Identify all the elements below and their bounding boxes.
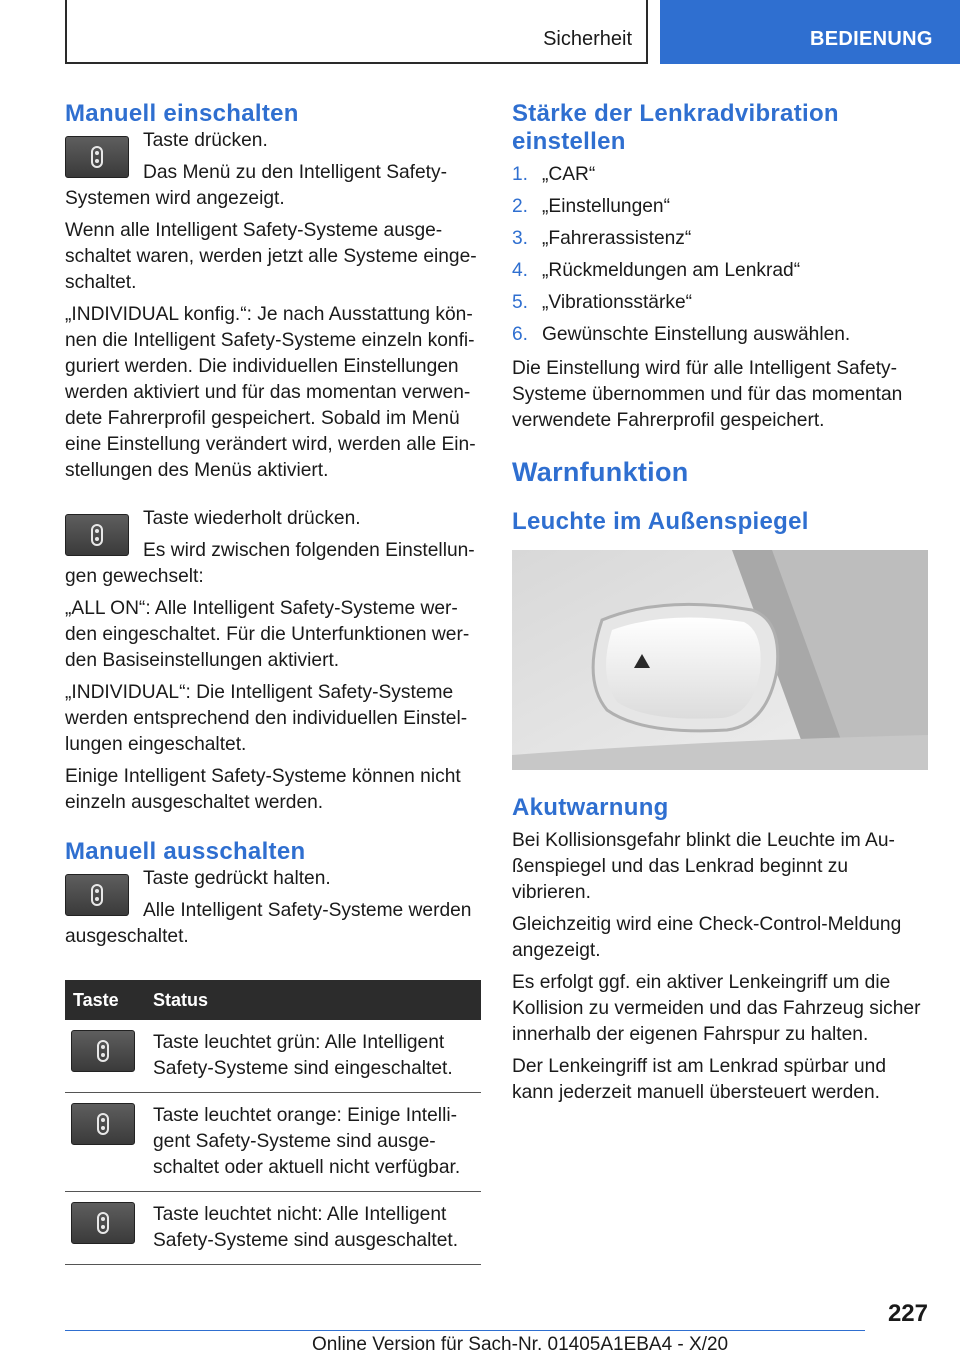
paragraph: Taste gedrückt halten. — [143, 868, 331, 889]
header-section: Sicherheit — [543, 28, 632, 50]
safety-button-icon — [65, 874, 129, 916]
status-text: Taste leuchtet grün: Alle Intelligent Safety-Systeme sind eingeschaltet. — [145, 1020, 481, 1093]
paragraph: Taste wiederholt drücken. — [143, 508, 361, 529]
table-header-taste: Taste — [65, 980, 145, 1020]
paragraph: Es erfolgt ggf. ein aktiver Lenkeingriff um die Kollision zu vermeiden und das Fahrzeug sicher innerhalb der eigenen Fahrspur zu halten. — [512, 972, 921, 1045]
footer-text: Online Version für Sach-Nr. 01405A1EBA4 - X/20 — [312, 1334, 729, 1355]
safety-button-icon — [71, 1030, 135, 1072]
paragraph: Das Menü zu den Intelligent Safety-Systemen wird angezeigt. — [65, 162, 447, 209]
list-item: 6. Gewünschte Einstellung auswählen. — [512, 324, 851, 345]
paragraph: „INDIVIDUAL konfig.“: Je nach Ausstattung kön-nen die Intelligent Safety-Systeme einzeln konfi-guriert werden. Die individuellen Einstellungen werden aktiviert und für das momentan verwen-dete Fahrerprofil gespeichert. Sobald im Menü eine Einstellung verändert wird, werden alle Ein-stellungen des Menüs aktiviert. — [65, 304, 476, 481]
paragraph: Die Einstellung wird für alle Intelligent Safety-Systeme übernommen und für das momentan verwendete Fahrerprofil gespeichert. — [512, 358, 903, 431]
safety-button-icon — [71, 1103, 135, 1145]
safety-button-icon — [65, 136, 129, 178]
right-column — [512, 100, 928, 1112]
status-table — [65, 980, 481, 1265]
side-mirror-image — [512, 550, 928, 770]
paragraph: „ALL ON“: Alle Intelligent Safety-Systeme wer-den eingeschaltet. Für die Unterfunktionen wer-den Basiseinstellungen aktiviert. — [65, 598, 470, 671]
list-item: 3. „Fahrerassistenz“ — [512, 228, 692, 249]
heading-akutwarnung: Akutwarnung — [512, 794, 669, 821]
paragraph: Wenn alle Intelligent Safety-Systeme ausge-schaltet waren, werden jetzt alle Systeme einge-schaltet. — [65, 220, 477, 293]
page-number: 227 — [887, 1300, 928, 1327]
steps-list — [512, 162, 928, 348]
paragraph: Einige Intelligent Safety-Systeme können nicht einzeln ausgeschaltet werden. — [65, 766, 461, 813]
status-text: Taste leuchtet orange: Einige Intelli-gent Safety-Systeme sind ausge-schaltet oder aktuell nicht verfügbar. — [145, 1093, 481, 1192]
table-row — [65, 1093, 481, 1192]
heading-manuell-ausschalten: Manuell ausschalten — [65, 838, 306, 865]
safety-button-icon — [71, 1202, 135, 1244]
paragraph: Bei Kollisionsgefahr blinkt die Leuchte im Au-ßenspiegel und das Lenkrad beginnt zu vibrieren. — [512, 830, 895, 903]
list-item: 4. „Rückmeldungen am Lenkrad“ — [512, 260, 801, 281]
list-item: 1. „CAR“ — [512, 164, 596, 185]
paragraph: Der Lenkeingriff ist am Lenkrad spürbar und kann jederzeit manuell übersteuert werden. — [512, 1056, 887, 1103]
paragraph: Taste drücken. — [143, 130, 268, 151]
heading-leuchte-aussenspiegel: Leuchte im Außenspiegel — [512, 508, 809, 535]
paragraph: „INDIVIDUAL“: Die Intelligent Safety-Systeme werden entsprechend den individuellen Einstel-lungen eingeschaltet. — [65, 682, 468, 755]
list-item: 5. „Vibrationsstärke“ — [512, 292, 693, 313]
list-item: 2. „Einstellungen“ — [512, 196, 670, 217]
safety-button-icon — [65, 514, 129, 556]
heading-warnfunktion: Warnfunktion — [512, 457, 689, 487]
paragraph: Alle Intelligent Safety-Systeme werden ausgeschaltet. — [65, 900, 472, 947]
header-chapter: BEDIENUNG — [660, 0, 960, 64]
table-row — [65, 1020, 481, 1093]
paragraph: Gleichzeitig wird eine Check-Control-Meldung angezeigt. — [512, 914, 902, 961]
heading-lenkradvibration: Stärke der Lenkradvibration einstellen — [512, 100, 839, 155]
footer-rule — [65, 1330, 865, 1331]
status-text: Taste leuchtet nicht: Alle Intelligent Safety-Systeme sind ausgeschaltet. — [145, 1192, 481, 1265]
table-row — [65, 1192, 481, 1265]
table-header-status: Status — [145, 980, 481, 1020]
heading-manuell-einschalten: Manuell einschalten — [65, 100, 299, 127]
left-column — [65, 100, 481, 1265]
header-box — [65, 0, 648, 64]
paragraph: Es wird zwischen folgenden Einstellun-gen gewechselt: — [65, 540, 475, 587]
